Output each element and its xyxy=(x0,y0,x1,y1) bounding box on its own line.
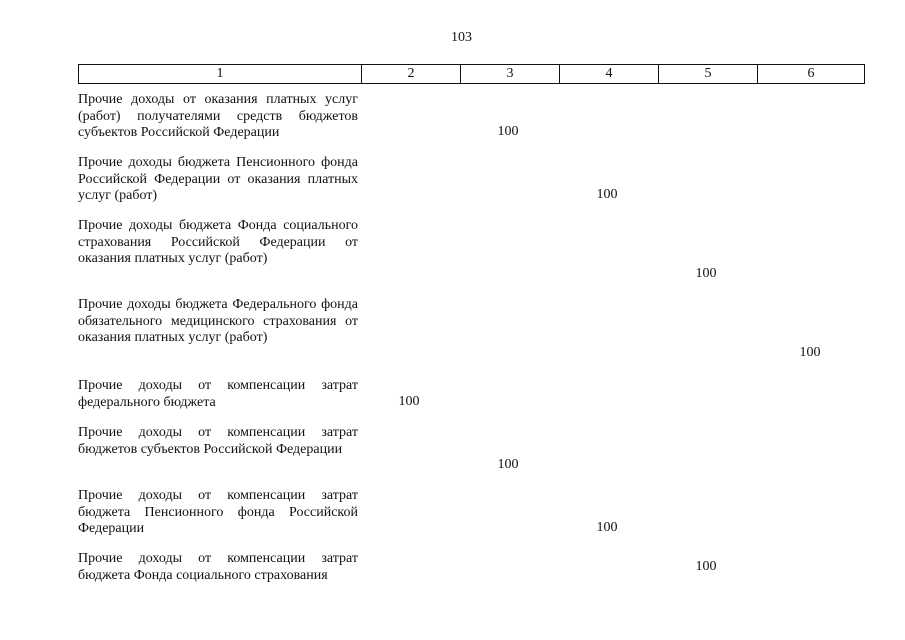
column-header-6: 6 xyxy=(758,65,865,84)
row-value-col3: 100 xyxy=(497,457,519,472)
row-value-col5: 100 xyxy=(695,559,717,574)
row-value-col5: 100 xyxy=(695,266,717,281)
column-header-row xyxy=(79,65,865,84)
row-description: Прочие доходы бюджета Пенсионного фонда Российской Федерации от оказания платных услуг (работ) xyxy=(78,155,358,203)
row-description: Прочие доходы от компенсации затрат бюджетов субъектов Российской Федерации xyxy=(78,425,358,457)
column-header-1: 1 xyxy=(79,65,362,84)
row-value-col3: 100 xyxy=(497,124,519,139)
row-value-col2: 100 xyxy=(398,394,420,409)
row-description: Прочие доходы бюджета Федерального фонда обязательного медицинского страхования от оказания платных услуг (работ) xyxy=(78,297,358,345)
column-header-4: 4 xyxy=(560,65,659,84)
column-header-3: 3 xyxy=(461,65,560,84)
row-description: Прочие доходы бюджета Фонда социального страхования Российской Федерации от оказания платных услуг (работ) xyxy=(78,218,358,266)
row-description: Прочие доходы от компенсации затрат федерального бюджета xyxy=(78,378,358,410)
row-value-col4: 100 xyxy=(596,520,618,535)
row-description: Прочие доходы от компенсации затрат бюджета Фонда социального страхования xyxy=(78,551,358,583)
row-description: Прочие доходы от компенсации затрат бюджета Пенсионного фонда Российской Федерации xyxy=(78,488,358,536)
row-value-col4: 100 xyxy=(596,187,618,202)
column-header-2: 2 xyxy=(362,65,461,84)
row-value-col6: 100 xyxy=(799,345,821,360)
page-number: 103 xyxy=(451,30,472,45)
column-header-table xyxy=(78,64,865,84)
column-header-5: 5 xyxy=(659,65,758,84)
row-description: Прочие доходы от оказания платных услуг (работ) получателями средств бюджетов субъектов Российской Федерации xyxy=(78,92,358,140)
